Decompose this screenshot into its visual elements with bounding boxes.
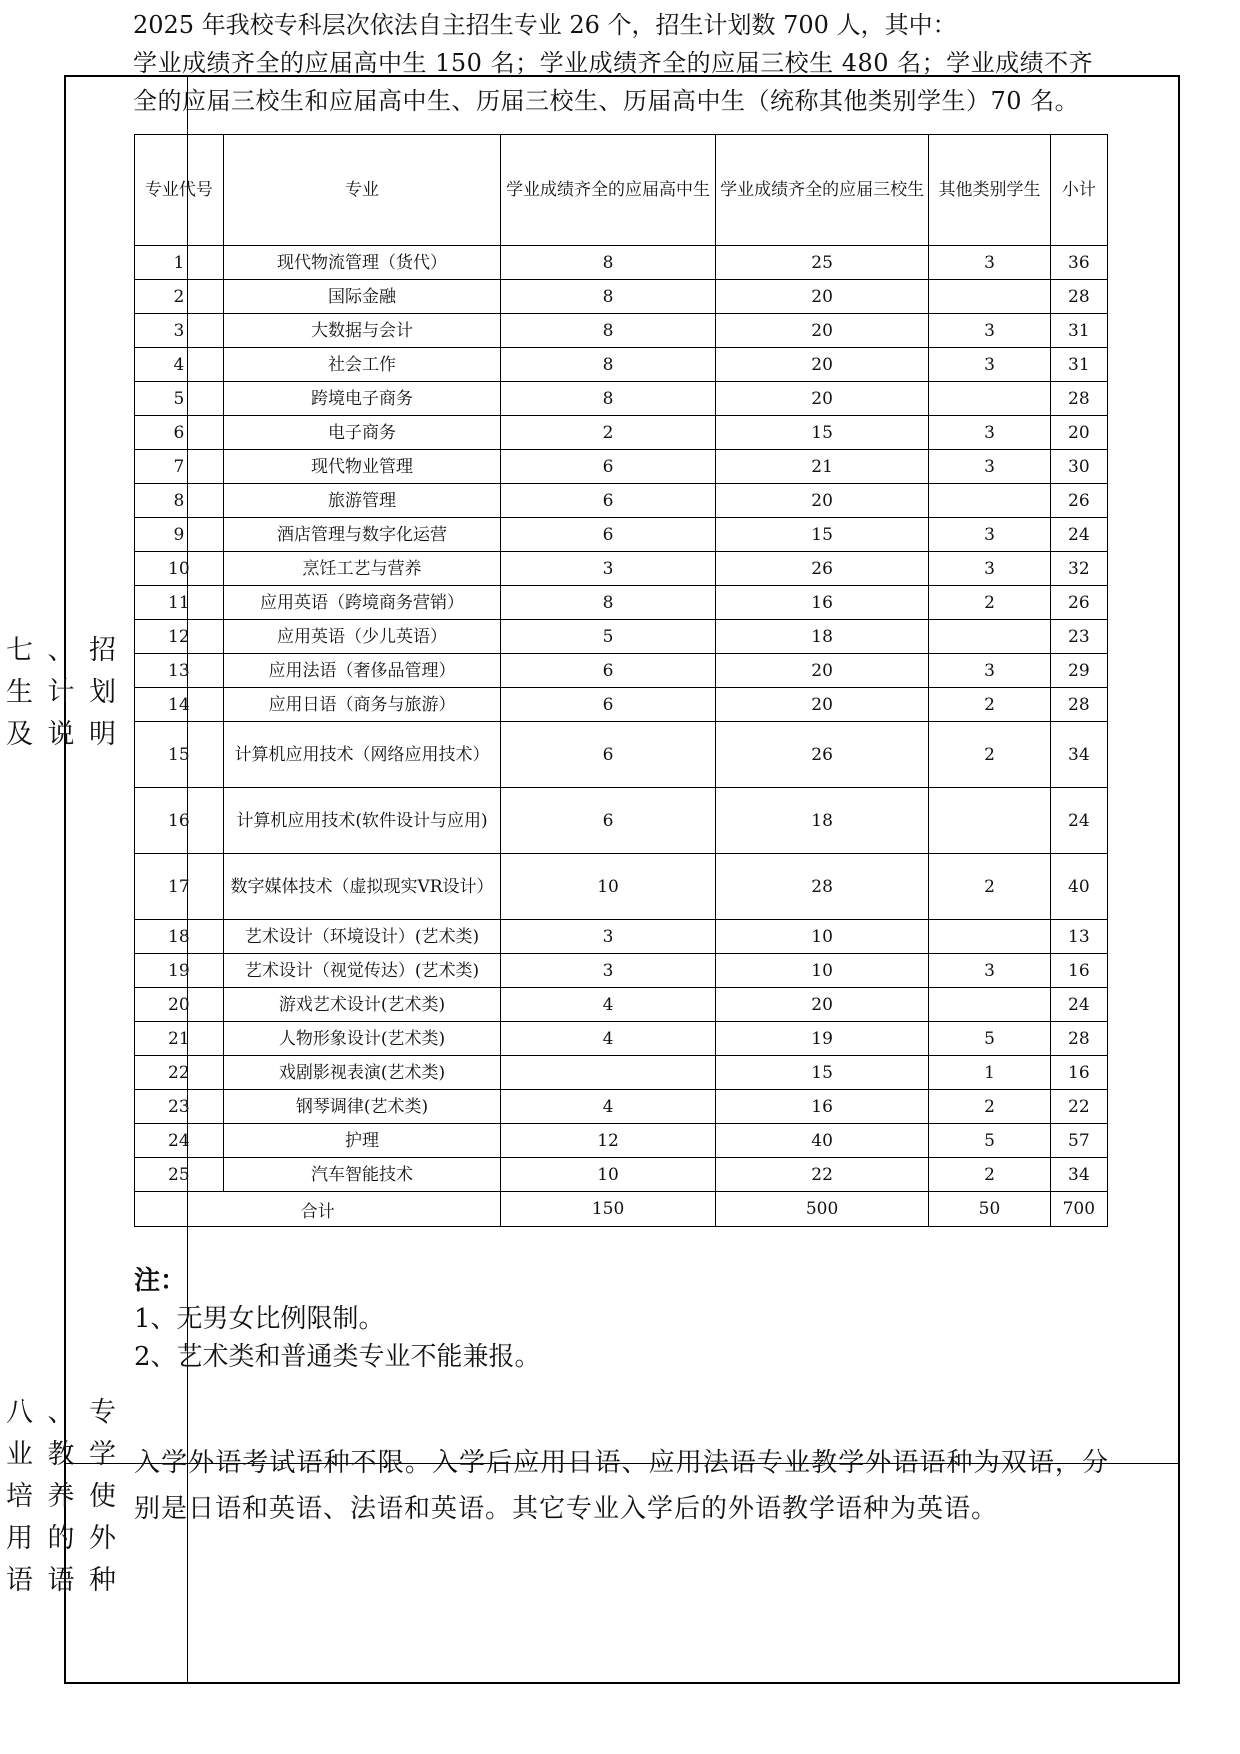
cell-major: 现代物业管理 xyxy=(223,450,501,484)
cell-highschool: 8 xyxy=(501,348,716,382)
cell-total: 16 xyxy=(1050,1056,1107,1090)
cell-major: 应用英语（跨境商务营销） xyxy=(223,586,501,620)
table-row xyxy=(135,1022,1108,1056)
cell-other: 2 xyxy=(929,854,1050,920)
cell-major: 旅游管理 xyxy=(223,484,501,518)
table-row xyxy=(135,382,1108,416)
cell-sanxiao: 10 xyxy=(715,920,928,954)
table-row xyxy=(135,1056,1108,1090)
cell-sanxiao: 18 xyxy=(715,620,928,654)
section7-label: 七、招生计划及说明 xyxy=(6,635,118,750)
cell-highschool xyxy=(501,1056,716,1090)
cell-highschool: 10 xyxy=(501,854,716,920)
cell-sanxiao: 20 xyxy=(715,280,928,314)
cell-highschool: 6 xyxy=(501,688,716,722)
cell-major: 计算机应用技术（网络应用技术） xyxy=(223,722,501,788)
header-major: 专业 xyxy=(223,135,501,246)
cell-major: 酒店管理与数字化运营 xyxy=(223,518,501,552)
cell-other xyxy=(929,788,1050,854)
cell-sanxiao: 16 xyxy=(715,586,928,620)
note-item: 1、无男女比例限制。 xyxy=(134,1304,385,1334)
cell-code: 16 xyxy=(135,788,224,854)
cell-code: 2 xyxy=(135,280,224,314)
cell-other xyxy=(929,988,1050,1022)
cell-code: 4 xyxy=(135,348,224,382)
cell-sanxiao: 19 xyxy=(715,1022,928,1056)
cell-other xyxy=(929,920,1050,954)
table-row xyxy=(135,518,1108,552)
cell-other: 3 xyxy=(929,314,1050,348)
cell-other: 3 xyxy=(929,518,1050,552)
cell-sanxiao: 20 xyxy=(715,484,928,518)
cell-highschool: 10 xyxy=(501,1158,716,1192)
cell-highschool: 2 xyxy=(501,416,716,450)
table-row xyxy=(135,416,1108,450)
table-row xyxy=(135,1124,1108,1158)
cell-code: 6 xyxy=(135,416,224,450)
cell-other: 2 xyxy=(929,688,1050,722)
cell-total: 31 xyxy=(1050,314,1107,348)
table-row xyxy=(135,988,1108,1022)
footer-highschool: 150 xyxy=(501,1192,716,1227)
cell-other: 2 xyxy=(929,1158,1050,1192)
footer-total: 700 xyxy=(1050,1192,1107,1227)
cell-total: 24 xyxy=(1050,988,1107,1022)
header-total: 小计 xyxy=(1050,135,1107,246)
cell-highschool: 3 xyxy=(501,552,716,586)
cell-sanxiao: 20 xyxy=(715,314,928,348)
cell-total: 31 xyxy=(1050,348,1107,382)
table-row xyxy=(135,280,1108,314)
cell-other xyxy=(929,620,1050,654)
table-row xyxy=(135,954,1108,988)
table-row xyxy=(135,314,1108,348)
table-row xyxy=(135,654,1108,688)
header-highschool: 学业成绩齐全的应届高中生 xyxy=(501,135,716,246)
cell-code: 22 xyxy=(135,1056,224,1090)
cell-total: 16 xyxy=(1050,954,1107,988)
cell-code: 23 xyxy=(135,1090,224,1124)
cell-major: 电子商务 xyxy=(223,416,501,450)
intro-line-1: 2025 年我校专科层次依法自主招生专业 26 个，招生计划数 700 人，其中： xyxy=(133,11,957,39)
cell-major: 应用英语（少儿英语） xyxy=(223,620,501,654)
cell-total: 22 xyxy=(1050,1090,1107,1124)
table-row xyxy=(135,1158,1108,1192)
cell-code: 12 xyxy=(135,620,224,654)
table-row xyxy=(135,450,1108,484)
cell-other: 3 xyxy=(929,450,1050,484)
cell-other xyxy=(929,382,1050,416)
cell-total: 34 xyxy=(1050,1158,1107,1192)
cell-sanxiao: 15 xyxy=(715,518,928,552)
cell-total: 28 xyxy=(1050,1022,1107,1056)
cell-major: 计算机应用技术(软件设计与应用) xyxy=(223,788,501,854)
cell-major: 大数据与会计 xyxy=(223,314,501,348)
header-sanxiao: 学业成绩齐全的应届三校生 xyxy=(715,135,928,246)
cell-sanxiao: 20 xyxy=(715,348,928,382)
cell-major: 应用法语（奢侈品管理） xyxy=(223,654,501,688)
cell-major: 人物形象设计(艺术类) xyxy=(223,1022,501,1056)
cell-code: 24 xyxy=(135,1124,224,1158)
cell-other: 3 xyxy=(929,246,1050,280)
cell-highschool: 3 xyxy=(501,920,716,954)
cell-total: 28 xyxy=(1050,688,1107,722)
cell-sanxiao: 20 xyxy=(715,382,928,416)
cell-major: 护理 xyxy=(223,1124,501,1158)
cell-highschool: 8 xyxy=(501,246,716,280)
cell-code: 11 xyxy=(135,586,224,620)
cell-other: 3 xyxy=(929,654,1050,688)
cell-total: 20 xyxy=(1050,416,1107,450)
table-row xyxy=(135,920,1108,954)
cell-sanxiao: 21 xyxy=(715,450,928,484)
cell-highschool: 8 xyxy=(501,280,716,314)
cell-major: 艺术设计（环境设计）(艺术类) xyxy=(223,920,501,954)
table-row xyxy=(135,1090,1108,1124)
cell-sanxiao: 20 xyxy=(715,654,928,688)
cell-code: 19 xyxy=(135,954,224,988)
table-row xyxy=(135,552,1108,586)
cell-highschool: 8 xyxy=(501,586,716,620)
notes-title: 注： xyxy=(134,1266,187,1296)
table-row xyxy=(135,788,1108,854)
cell-major: 艺术设计（视觉传达）(艺术类) xyxy=(223,954,501,988)
cell-sanxiao: 20 xyxy=(715,988,928,1022)
cell-code: 20 xyxy=(135,988,224,1022)
cell-total: 29 xyxy=(1050,654,1107,688)
cell-total: 23 xyxy=(1050,620,1107,654)
table-header-row xyxy=(135,135,1108,246)
cell-sanxiao: 18 xyxy=(715,788,928,854)
cell-sanxiao: 15 xyxy=(715,1056,928,1090)
cell-sanxiao: 25 xyxy=(715,246,928,280)
cell-major: 数字媒体技术（虚拟现实VR设计） xyxy=(223,854,501,920)
cell-major: 跨境电子商务 xyxy=(223,382,501,416)
footer-other: 50 xyxy=(929,1192,1050,1227)
section8-body: 入学外语考试语种不限。入学后应用日语、应用法语专业教学外语语种为双语，分别是日语和英语、法语和英语。其它专业入学后的外语教学语种为英语。 xyxy=(134,1448,1109,1524)
section7-notes xyxy=(134,1262,1109,1376)
cell-major: 国际金融 xyxy=(223,280,501,314)
cell-highschool: 4 xyxy=(501,988,716,1022)
cell-other: 5 xyxy=(929,1022,1050,1056)
footer-label: 合计 xyxy=(135,1192,501,1227)
header-code: 专业代号 xyxy=(135,135,224,246)
cell-major: 戏剧影视表演(艺术类) xyxy=(223,1056,501,1090)
table-row xyxy=(135,348,1108,382)
cell-other: 2 xyxy=(929,1090,1050,1124)
cell-highschool: 6 xyxy=(501,722,716,788)
cell-code: 25 xyxy=(135,1158,224,1192)
enrollment-plan-table xyxy=(134,134,1108,1227)
cell-major: 汽车智能技术 xyxy=(223,1158,501,1192)
cell-code: 9 xyxy=(135,518,224,552)
cell-sanxiao: 16 xyxy=(715,1090,928,1124)
cell-code: 7 xyxy=(135,450,224,484)
cell-other: 3 xyxy=(929,416,1050,450)
table-row xyxy=(135,688,1108,722)
cell-total: 26 xyxy=(1050,586,1107,620)
cell-highschool: 8 xyxy=(501,314,716,348)
cell-highschool: 6 xyxy=(501,654,716,688)
cell-other: 3 xyxy=(929,348,1050,382)
cell-other: 1 xyxy=(929,1056,1050,1090)
header-other: 其他类别学生 xyxy=(929,135,1050,246)
cell-sanxiao: 40 xyxy=(715,1124,928,1158)
cell-code: 21 xyxy=(135,1022,224,1056)
cell-sanxiao: 26 xyxy=(715,552,928,586)
cell-code: 14 xyxy=(135,688,224,722)
cell-total: 40 xyxy=(1050,854,1107,920)
section8-label: 八、专业教学培养使用的外语语种 xyxy=(6,1397,118,1596)
cell-highschool: 6 xyxy=(501,484,716,518)
cell-code: 8 xyxy=(135,484,224,518)
table-row xyxy=(135,854,1108,920)
table-row xyxy=(135,484,1108,518)
cell-other: 3 xyxy=(929,954,1050,988)
cell-sanxiao: 28 xyxy=(715,854,928,920)
cell-sanxiao: 22 xyxy=(715,1158,928,1192)
cell-total: 57 xyxy=(1050,1124,1107,1158)
cell-other: 2 xyxy=(929,586,1050,620)
cell-code: 10 xyxy=(135,552,224,586)
section7-intro xyxy=(133,6,1108,120)
cell-major: 烹饪工艺与营养 xyxy=(223,552,501,586)
cell-major: 钢琴调律(艺术类) xyxy=(223,1090,501,1124)
cell-total: 34 xyxy=(1050,722,1107,788)
cell-major: 现代物流管理（货代） xyxy=(223,246,501,280)
cell-highschool: 5 xyxy=(501,620,716,654)
cell-highschool: 3 xyxy=(501,954,716,988)
cell-major: 应用日语（商务与旅游） xyxy=(223,688,501,722)
cell-code: 5 xyxy=(135,382,224,416)
cell-total: 36 xyxy=(1050,246,1107,280)
cell-total: 26 xyxy=(1050,484,1107,518)
cell-sanxiao: 26 xyxy=(715,722,928,788)
cell-total: 13 xyxy=(1050,920,1107,954)
cell-sanxiao: 20 xyxy=(715,688,928,722)
cell-other: 3 xyxy=(929,552,1050,586)
cell-other xyxy=(929,484,1050,518)
cell-total: 28 xyxy=(1050,382,1107,416)
table-row xyxy=(135,620,1108,654)
cell-highschool: 6 xyxy=(501,788,716,854)
table-row xyxy=(135,586,1108,620)
cell-code: 3 xyxy=(135,314,224,348)
cell-other: 5 xyxy=(929,1124,1050,1158)
note-item: 2、艺术类和普通类专业不能兼报。 xyxy=(134,1342,541,1372)
cell-highschool: 4 xyxy=(501,1090,716,1124)
cell-code: 17 xyxy=(135,854,224,920)
cell-total: 24 xyxy=(1050,518,1107,552)
cell-code: 1 xyxy=(135,246,224,280)
cell-major: 社会工作 xyxy=(223,348,501,382)
cell-highschool: 4 xyxy=(501,1022,716,1056)
cell-sanxiao: 10 xyxy=(715,954,928,988)
cell-code: 13 xyxy=(135,654,224,688)
footer-sanxiao: 500 xyxy=(715,1192,928,1227)
cell-code: 15 xyxy=(135,722,224,788)
cell-other xyxy=(929,280,1050,314)
table-footer-row xyxy=(135,1192,1108,1227)
cell-code: 18 xyxy=(135,920,224,954)
cell-highschool: 12 xyxy=(501,1124,716,1158)
cell-other: 2 xyxy=(929,722,1050,788)
table-row xyxy=(135,722,1108,788)
cell-major: 游戏艺术设计(艺术类) xyxy=(223,988,501,1022)
cell-sanxiao: 15 xyxy=(715,416,928,450)
cell-highschool: 6 xyxy=(501,450,716,484)
cell-total: 28 xyxy=(1050,280,1107,314)
intro-line-2: 学业成绩齐全的应届高中生 150 名；学业成绩齐全的应届三校生 480 名；学业成绩不齐全的应届三校生和应届高中生、历届三校生、历届高中生（统称其他类别学生）70 名。 xyxy=(133,49,1094,115)
cell-highschool: 6 xyxy=(501,518,716,552)
cell-total: 30 xyxy=(1050,450,1107,484)
cell-total: 32 xyxy=(1050,552,1107,586)
cell-total: 24 xyxy=(1050,788,1107,854)
table-row xyxy=(135,246,1108,280)
cell-highschool: 8 xyxy=(501,382,716,416)
